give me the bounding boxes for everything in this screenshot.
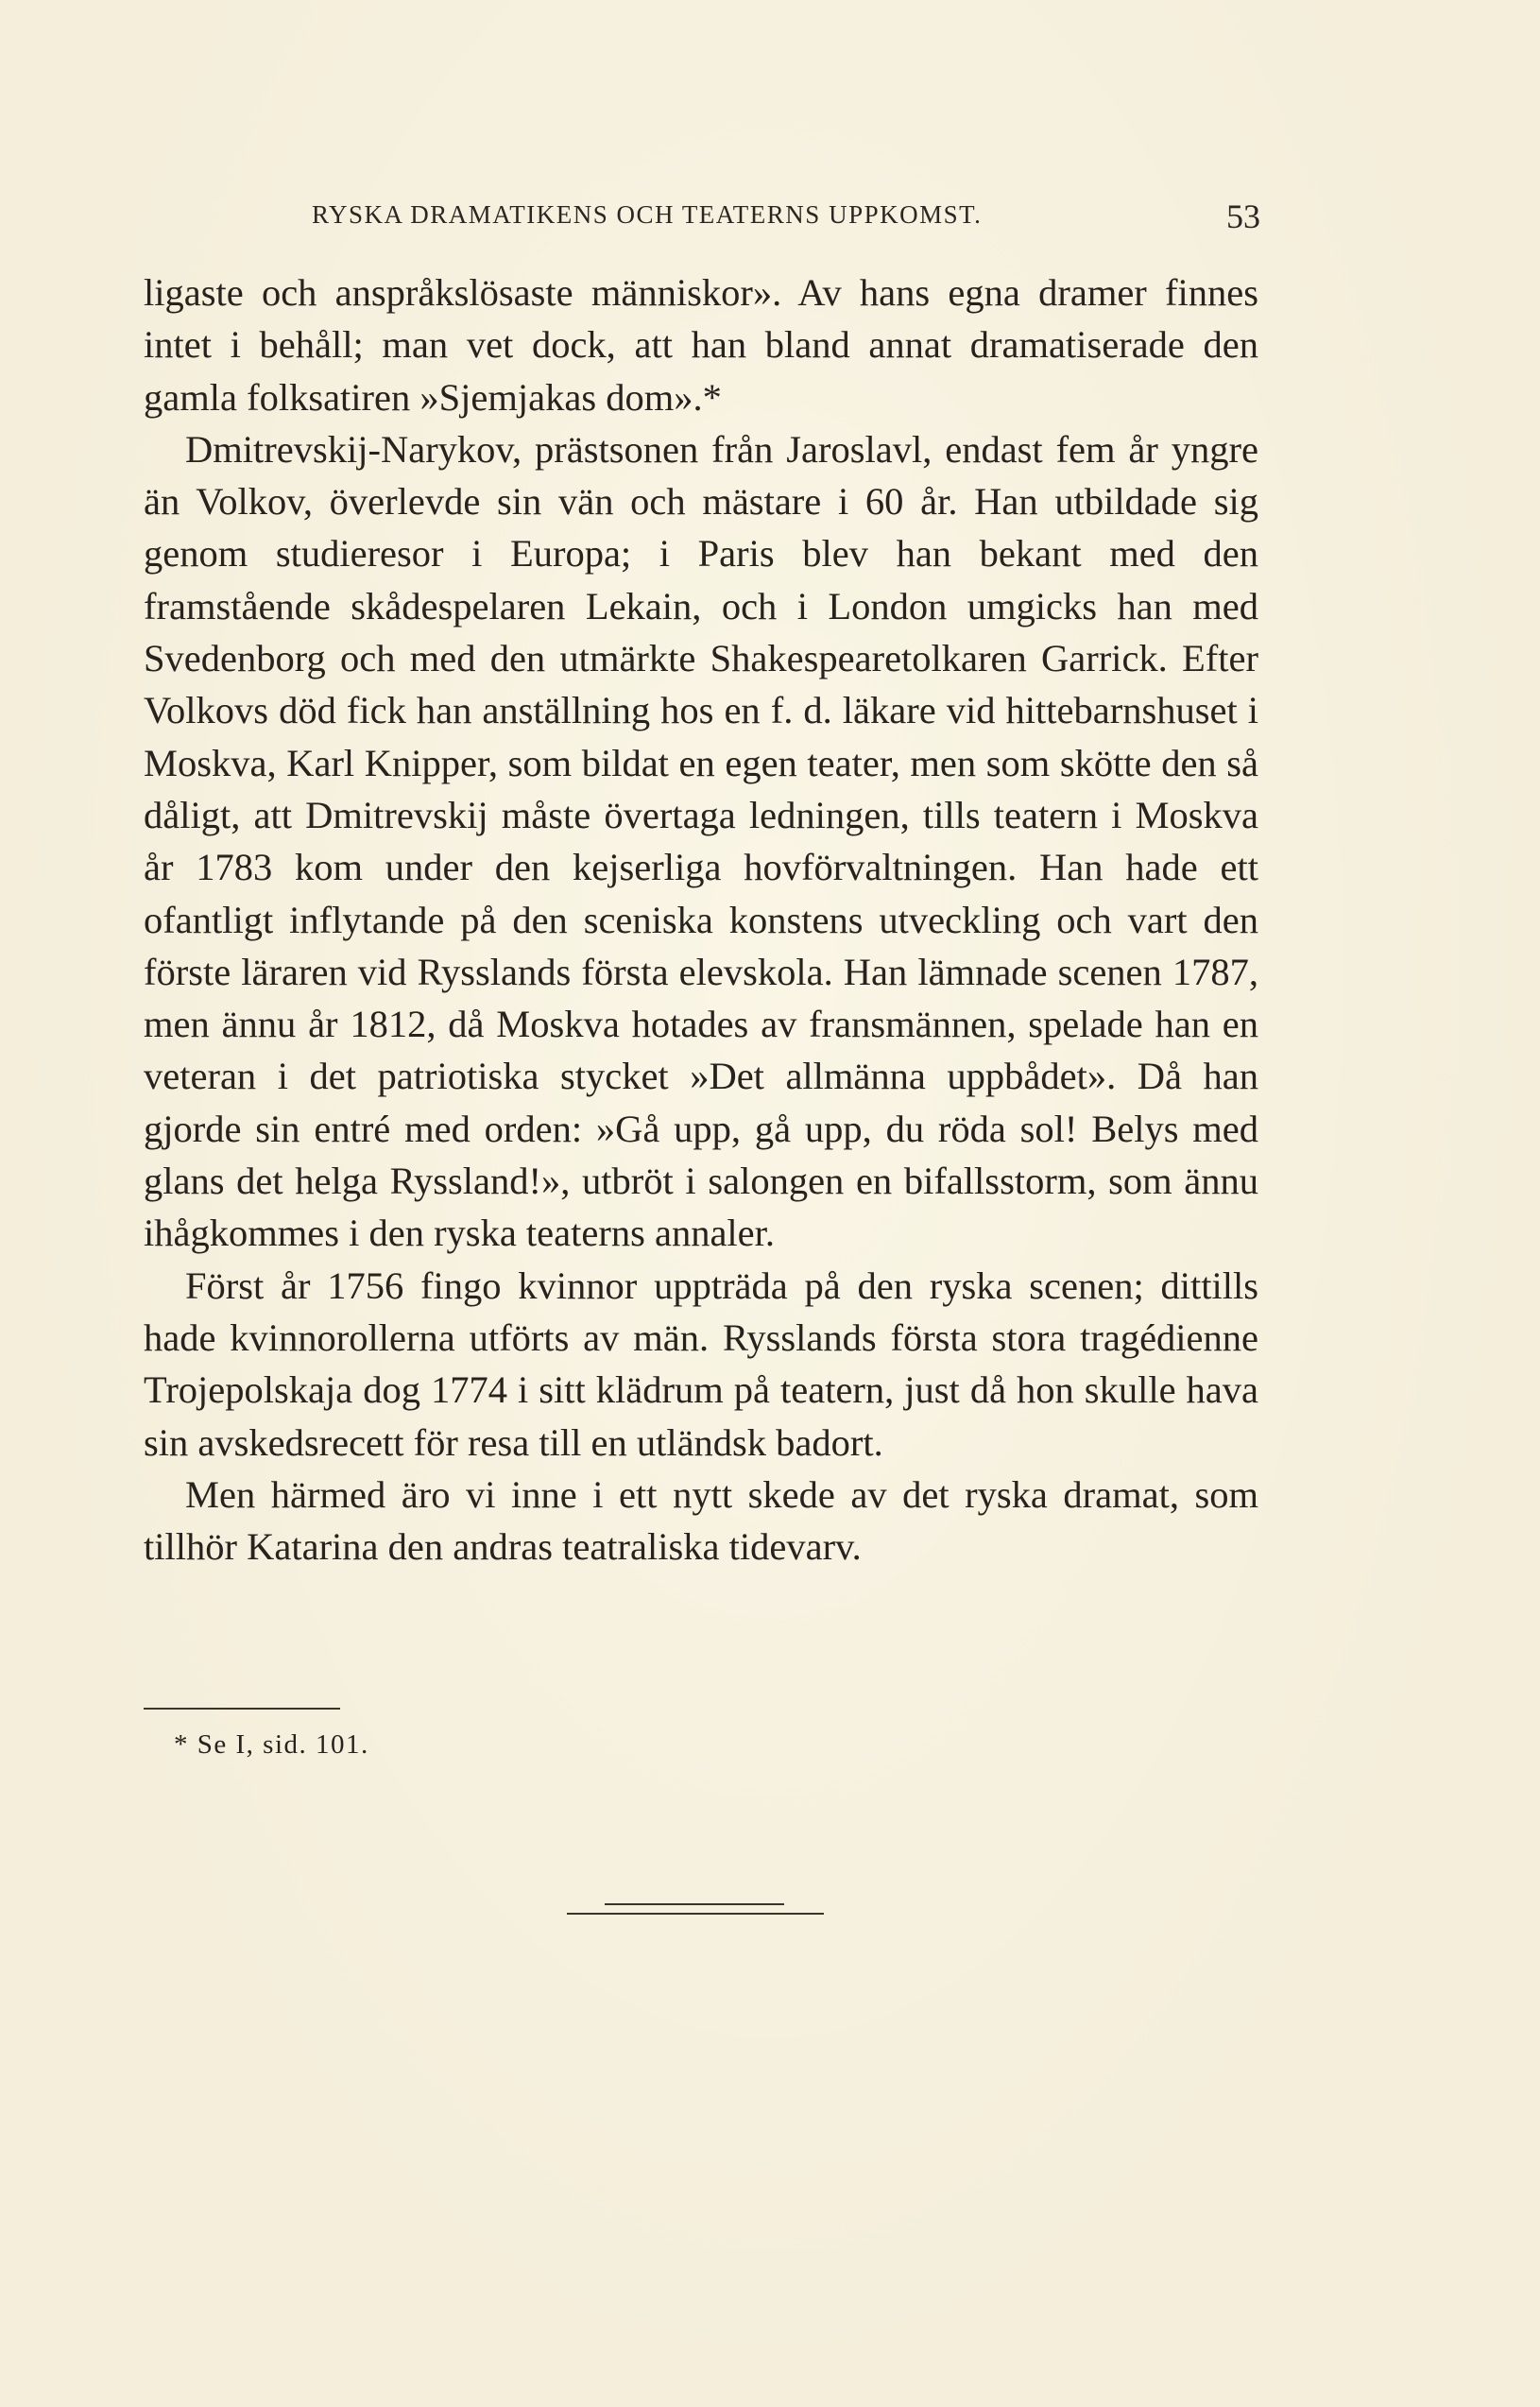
end-ornament-rule-bottom	[567, 1913, 824, 1915]
paragraph-2: Dmitrevskij-Narykov, prästsonen från Jaroslavl, endast fem år yngre än Volkov, överlevde sin vän och mästare i 60 år. Han utbildade sig genom studieresor i Europa; i Paris blev han bekant med den framstående skådespelaren Lekain, och i London umgicks han med Svedenborg och med den utmärkte Shakespearetolkaren Garrick. Efter Volkovs död fick han anställning hos en f. d. läkare vid hittebarnshuset i Moskva, Karl Knipper, som bildat en egen teater, men som skötte den så dåligt, att Dmitrevskij måste övertaga ledningen, tills teatern i Moskva år 1783 kom under den kejserliga hovförvaltningen. Han hade ett ofantligt inflytande på den sceniska konstens utveckling och vart den förste läraren vid Rysslands första elevskola. Han lämnade scenen 1787, men ännu år 1812, då Moskva hotades av fransmännen, spelade han en veteran i det patriotiska stycket »Det allmänna uppbådet». Då han gjorde sin entré med orden: »Gå upp, gå upp, du röda sol! Belys med glans det helga Ryssland!», utbröt i salongen en bifallsstorm, som ännu ihågkommes i den ryska teaterns annaler.	[144, 427, 1258, 1255]
paragraph-4: Men härmed äro vi inne i ett nytt skede av det ryska dramat, som tillhör Katarina den andras teatraliska tidevarv.	[144, 1472, 1258, 1569]
end-ornament-rule-top	[605, 1903, 784, 1905]
page-number: 53	[1226, 198, 1260, 235]
paragraph-1: ligaste och anspråkslösaste människor». Av hans egna dramer finnes intet i behåll; man vet dock, att han bland annat dramatiserade den gamla folksatiren »Sjemjakas dom».*	[144, 271, 1258, 419]
running-head: RYSKA DRAMATIKENS OCH TEATERNS UPPKOMST.	[312, 200, 983, 229]
paragraph-3: Först år 1756 fingo kvinnor uppträda på den ryska scenen; dittills hade kvinnorollerna utförts av män. Rysslands första stora tragédienne Trojepolskaja dog 1774 i sitt klädrum på teatern, just då hon skulle hava sin avskedsrecett för resa till en utländsk badort.	[144, 1264, 1258, 1464]
footnote: * Se I, sid. 101.	[174, 1729, 369, 1760]
body-text	[144, 266, 1258, 1573]
footnote-rule	[144, 1708, 340, 1710]
